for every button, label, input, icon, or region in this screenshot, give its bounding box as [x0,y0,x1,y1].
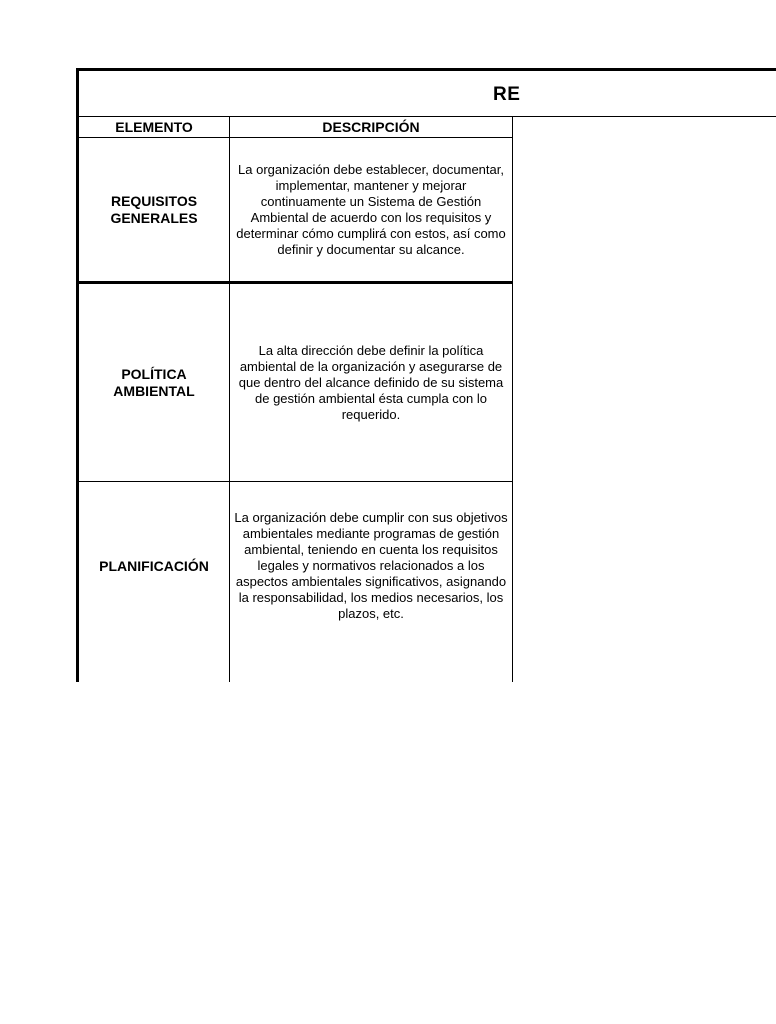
header-elemento: ELEMENTO [76,117,230,138]
row-3-descripcion: La organización debe cumplir con sus objetivos ambientales mediante programas de gestión ambiental, teniendo en cuenta los requisitos legales y normativos relacionados a los aspectos ambientales significativos, asignando la responsabilidad, los medios necesarios, los plazos, etc. [230,482,513,682]
environmental-management-table [76,68,776,688]
row-3-elemento: PLANIFICACIÓN [76,482,230,682]
row-2-elemento: POLÍTICA AMBIENTAL [76,284,230,482]
row-2-descripcion: La alta dirección debe definir la política ambiental de la organización y asegurarse de que dentro del alcance definido de su sistema de gestión ambiental ésta cumpla con lo requerido. [230,284,513,482]
row-1-descripcion: La organización debe establecer, documentar, implementar, mantener y mejorar continuamente un Sistema de Gestión Ambiental de acuerdo con los requisitos y determinar cómo cumplirá con estos, así como definir y documentar su alcance. [230,138,513,284]
table-title: RE [493,84,521,105]
table-title-row [76,68,776,117]
header-descripcion: DESCRIPCIÓN [230,117,513,138]
spreadsheet-view [76,68,521,653]
row-1-elemento: REQUISITOS GENERALES [76,138,230,284]
